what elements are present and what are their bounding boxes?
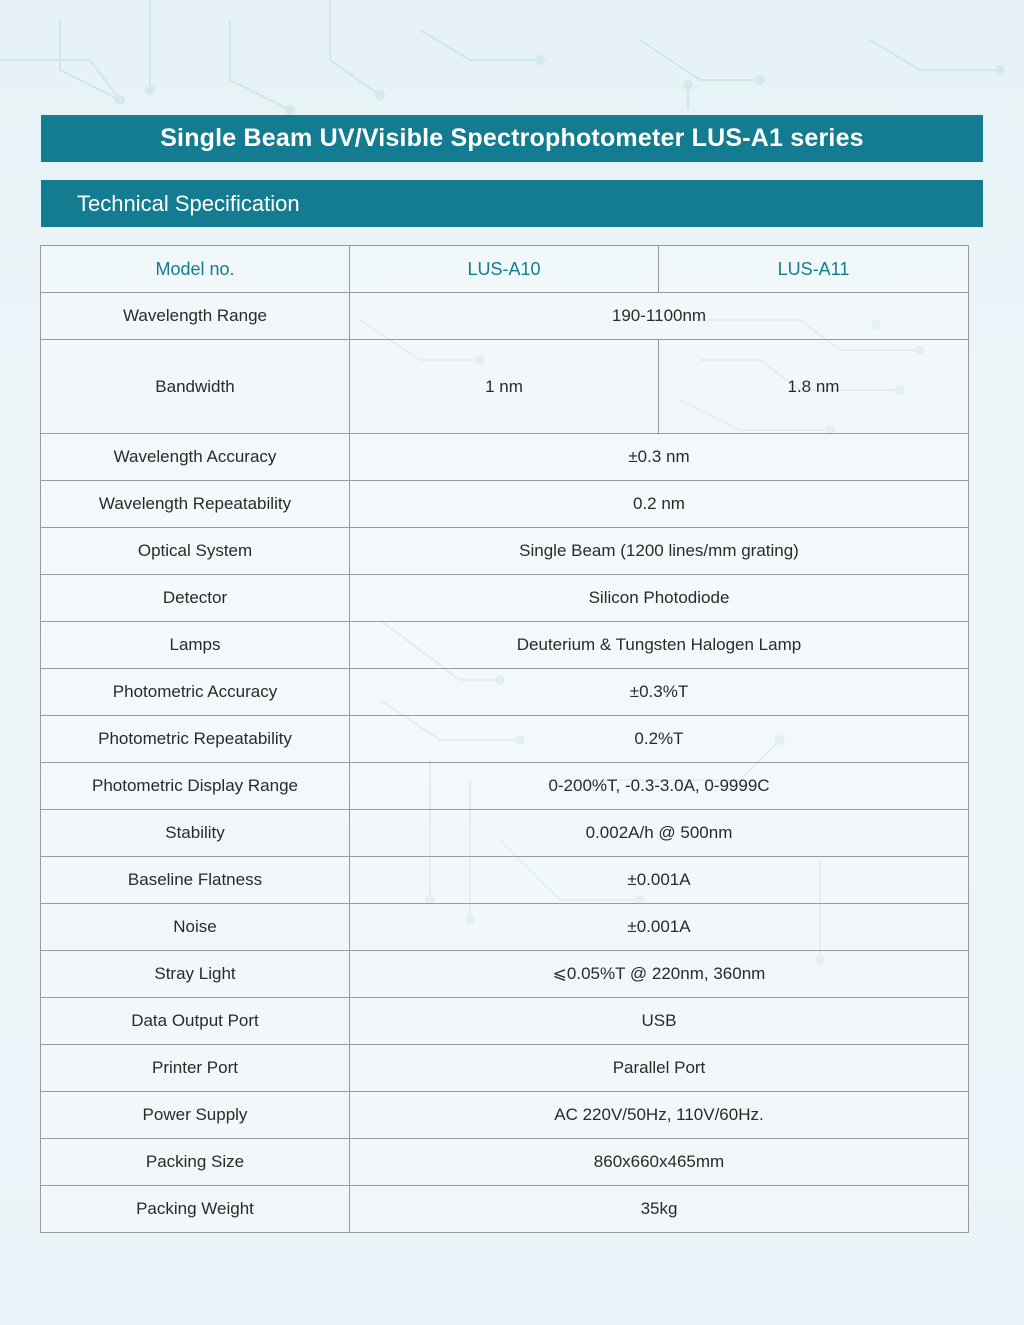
table-row	[41, 434, 969, 481]
spec-label: Stray Light	[41, 951, 350, 998]
spec-value: ⩽0.05%T @ 220nm, 360nm	[350, 951, 969, 998]
table-row	[41, 1092, 969, 1139]
table-header-row	[41, 246, 969, 293]
spec-label: Lamps	[41, 622, 350, 669]
table-row	[41, 293, 969, 340]
spec-value: 0.2 nm	[350, 481, 969, 528]
spec-label: Photometric Accuracy	[41, 669, 350, 716]
table-row	[41, 763, 969, 810]
table-row	[41, 1186, 969, 1233]
table-row	[41, 528, 969, 575]
spec-value: Deuterium & Tungsten Halogen Lamp	[350, 622, 969, 669]
spec-value: Single Beam (1200 lines/mm grating)	[350, 528, 969, 575]
spec-label: Wavelength Accuracy	[41, 434, 350, 481]
spec-label: Stability	[41, 810, 350, 857]
spec-value: 0.2%T	[350, 716, 969, 763]
header-model-no: Model no.	[41, 246, 350, 293]
table-row	[41, 716, 969, 763]
spec-value: Parallel Port	[350, 1045, 969, 1092]
header-lus-a10: LUS-A10	[350, 246, 659, 293]
spec-value: ±0.3%T	[350, 669, 969, 716]
spec-label: Wavelength Range	[41, 293, 350, 340]
spec-label: Noise	[41, 904, 350, 951]
spec-value: 0-200%T, -0.3-3.0A, 0-9999C	[350, 763, 969, 810]
spec-label: Photometric Display Range	[41, 763, 350, 810]
table-row	[41, 1139, 969, 1186]
spec-label: Printer Port	[41, 1045, 350, 1092]
spec-value-a11: 1.8 nm	[659, 340, 969, 434]
spec-label: Optical System	[41, 528, 350, 575]
spec-value: ±0.3 nm	[350, 434, 969, 481]
spec-table	[40, 245, 969, 1233]
table-row	[41, 998, 969, 1045]
spec-label: Power Supply	[41, 1092, 350, 1139]
table-row	[41, 951, 969, 998]
table-row	[41, 857, 969, 904]
spec-label: Detector	[41, 575, 350, 622]
page-title: Single Beam UV/Visible Spectrophotometer LUS-A1 series	[41, 115, 983, 162]
spec-value: ±0.001A	[350, 904, 969, 951]
spec-label: Packing Size	[41, 1139, 350, 1186]
spec-value: 190-1100nm	[350, 293, 969, 340]
spec-label: Data Output Port	[41, 998, 350, 1045]
spec-value: 35kg	[350, 1186, 969, 1233]
table-row	[41, 1045, 969, 1092]
spec-value: Silicon Photodiode	[350, 575, 969, 622]
spec-value: ±0.001A	[350, 857, 969, 904]
spec-value: 860x660x465mm	[350, 1139, 969, 1186]
spec-label: Photometric Repeatability	[41, 716, 350, 763]
table-row	[41, 481, 969, 528]
spec-value: USB	[350, 998, 969, 1045]
table-row	[41, 669, 969, 716]
table-row	[41, 340, 969, 434]
section-title: Technical Specification	[41, 180, 983, 227]
table-row	[41, 575, 969, 622]
spec-value: 0.002A/h @ 500nm	[350, 810, 969, 857]
spec-label: Wavelength Repeatability	[41, 481, 350, 528]
header-lus-a11: LUS-A11	[659, 246, 969, 293]
spec-label: Baseline Flatness	[41, 857, 350, 904]
table-row	[41, 904, 969, 951]
spec-value-a10: 1 nm	[350, 340, 659, 434]
table-row	[41, 810, 969, 857]
spec-value: AC 220V/50Hz, 110V/60Hz.	[350, 1092, 969, 1139]
table-row	[41, 622, 969, 669]
spec-label: Bandwidth	[41, 340, 350, 434]
spec-label: Packing Weight	[41, 1186, 350, 1233]
